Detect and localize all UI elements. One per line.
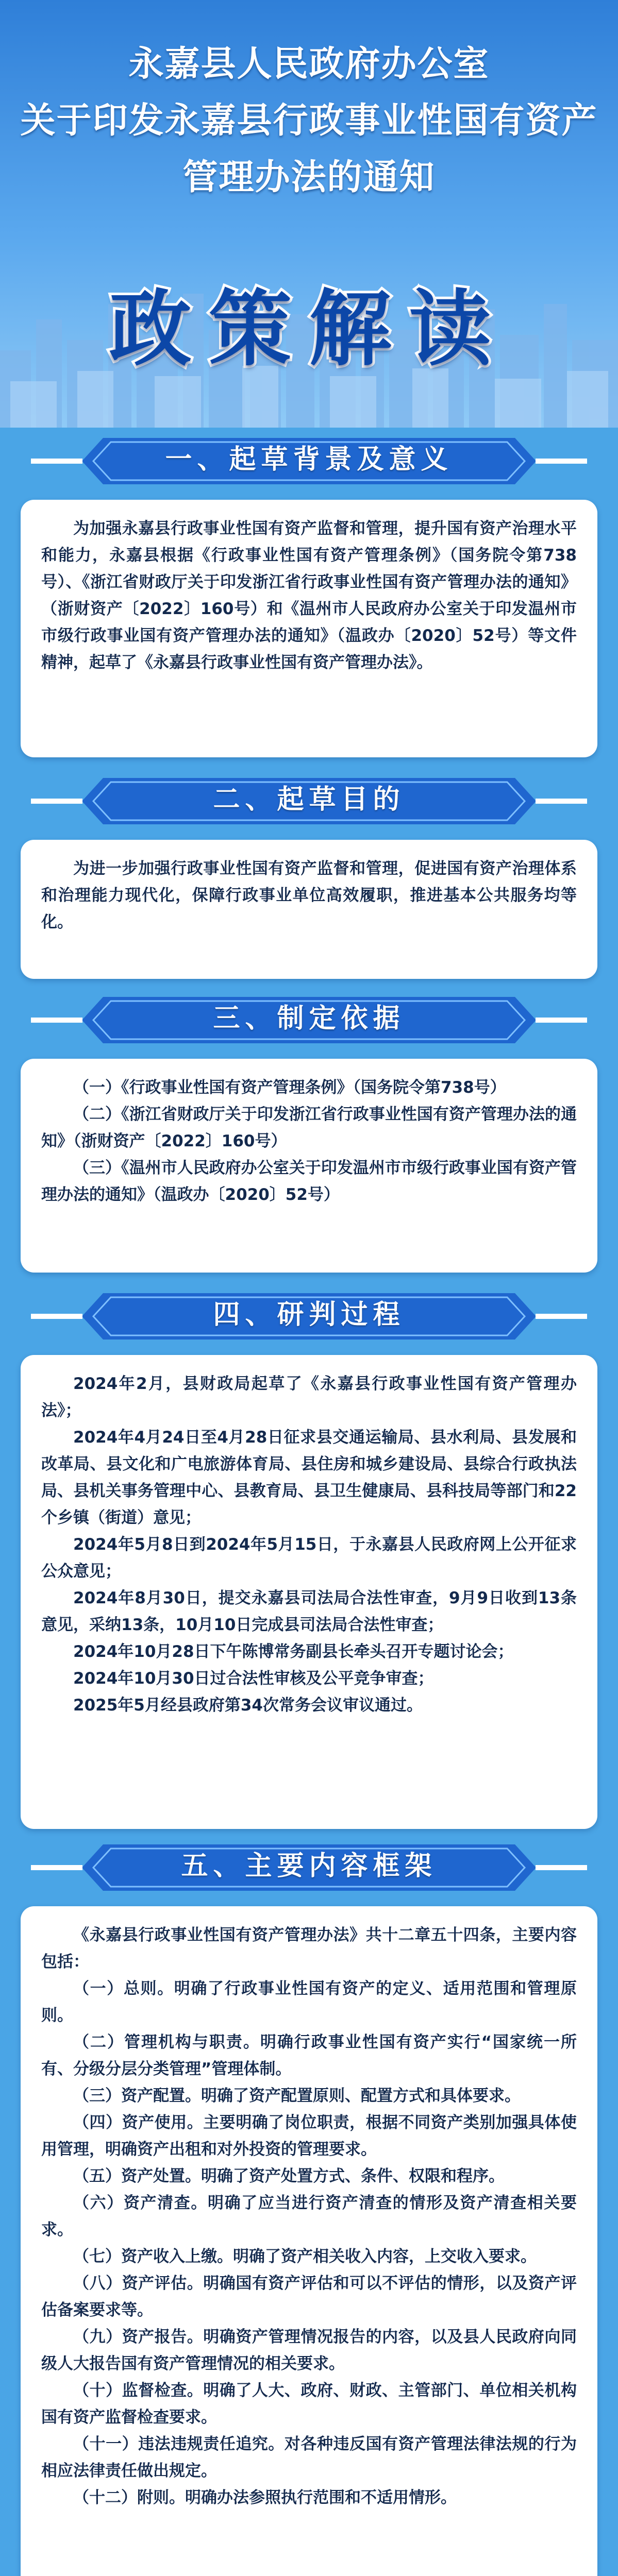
section-content-card — [21, 1355, 597, 1829]
section-content-card — [21, 500, 597, 757]
paragraph: （九）资产报告。明确资产管理情况报告的内容，以及县人民政府向同级人大报告国有资产管理情况的相关要求。 — [41, 2328, 577, 2373]
section-title: 一、起草背景及意义 — [165, 444, 453, 475]
paragraph: （七）资产收入上缴。明确了资产相关收入内容，上交收入要求。 — [73, 2247, 537, 2266]
paragraph: （三）《温州市人民政府办公室关于印发温州市市级行政事业国有资产管理办法的通知》（温政办〔2020〕52号） — [41, 1159, 577, 1204]
paragraph: （十一）违法违规责任追究。对各种违反国有资产管理法律法规的行为相应法律责任做出规定。 — [41, 2435, 577, 2480]
paragraph: 2025年5月经县政府第34次常务会议审议通过。 — [73, 1696, 423, 1715]
section-content-card — [21, 1906, 597, 2576]
paragraph: 2024年10月28日下午陈博常务副县长牵头召开专题讨论会； — [73, 1642, 514, 1661]
paragraph: 2024年2月，县财政局起草了《永嘉县行政事业性国有资产管理办法》； — [41, 1375, 577, 1420]
section-content-card — [21, 840, 597, 979]
paragraph: 2024年10月30日过合法性审核及公平竞争审查； — [73, 1669, 434, 1688]
header-title-line-3: 管理办法的通知 — [182, 157, 436, 198]
paragraph: （六）资产清查。明确了应当进行资产清查的情形及资产清查相关要求。 — [41, 2194, 577, 2239]
section-heading-ribbon — [0, 433, 618, 489]
paragraph: 2024年8月30日，提交永嘉县司法局合法性审查，9月9日收到13条意见，采纳13条，10月10日完成县司法局合法性审查； — [41, 1589, 577, 1634]
paragraph: （一）《行政事业性国有资产管理条例》（国务院令第738号） — [73, 1078, 506, 1097]
header-title-line-1: 永嘉县人民政府办公室 — [128, 44, 490, 84]
header-title-line-2: 关于印发永嘉县行政事业性国有资产 — [20, 100, 598, 141]
section-title: 四、研判过程 — [213, 1299, 405, 1330]
paragraph: （二）《浙江省财政厅关于印发浙江省行政事业性国有资产管理办法的通知》（浙财资产〔2022〕160号） — [41, 1105, 577, 1150]
paragraph: 2024年4月24日至4月28日征求县交通运输局、县水利局、县发展和改革局、县文化和广电旅游体育局、县住房和城乡建设局、县综合行政执法局、县机关事务管理中心、县教育局、县卫生健康局、县科技局等部门和22个乡镇（街道）意见； — [41, 1428, 577, 1527]
section-title: 五、主要内容框架 — [181, 1851, 437, 1882]
policy-interpretation-title: 政策解读 — [109, 280, 509, 377]
paragraph: （三）资产配置。明确了资产配置原则、配置方式和具体要求。 — [73, 2087, 521, 2105]
paragraph: 《永嘉县行政事业性国有资产管理办法》共十二章五十四条，主要内容包括： — [41, 1926, 577, 1971]
paragraph: 为加强永嘉县行政事业性国有资产监督和管理，提升国有资产治理水平和能力，永嘉县根据《行政事业性国有资产管理条例》（国务院令第738号）、《浙江省财政厅关于印发浙江省行政事业性国有资产管理办法的通知》（浙财资产〔2022〕160号）和《温州市人民政府办公室关于印发温州市市级行政事业国有资产管理办法的通知》（温政办〔2020〕52号）等文件精神，起草了《永嘉县行政事业性国有资产管理办法》。 — [41, 519, 577, 672]
section-heading-ribbon — [0, 773, 618, 829]
section-title: 三、制定依据 — [213, 1003, 405, 1034]
paragraph: （一）总则。明确了行政事业性国有资产的定义、适用范围和管理原则。 — [41, 1979, 577, 2025]
paragraph: （五）资产处置。明确了资产处置方式、条件、权限和程序。 — [73, 2167, 505, 2185]
paragraph: 2024年5月8日到2024年5月15日，于永嘉县人民政府网上公开征求公众意见； — [41, 1535, 577, 1581]
paragraph: （二）管理机构与职责。明确行政事业性国有资产实行“国家统一所有、分级分层分类管理”管理体制。 — [41, 2033, 577, 2078]
section-heading-ribbon — [0, 1288, 618, 1345]
section-heading-ribbon — [0, 992, 618, 1048]
paragraph: （四）资产使用。主要明确了岗位职责，根据不同资产类别加强具体使用管理，明确资产出租和对外投资的管理要求。 — [41, 2113, 577, 2159]
section-content-card — [21, 1059, 597, 1273]
section-title: 二、起草目的 — [213, 784, 405, 815]
header-banner — [0, 0, 618, 428]
paragraph: 为进一步加强行政事业性国有资产监督和管理，促进国有资产治理体系和治理能力现代化，保障行政事业单位高效履职，推进基本公共服务均等化。 — [41, 859, 577, 931]
section-heading-ribbon — [0, 1839, 618, 1896]
paragraph: （十）监督检查。明确了人大、政府、财政、主管部门、单位相关机构国有资产监督检查要求。 — [41, 2381, 577, 2427]
paragraph: （八）资产评估。明确国有资产评估和可以不评估的情形，以及资产评估备案要求等。 — [41, 2274, 577, 2319]
paragraph: （十二）附则。明确办法参照执行范围和不适用情形。 — [73, 2488, 457, 2507]
